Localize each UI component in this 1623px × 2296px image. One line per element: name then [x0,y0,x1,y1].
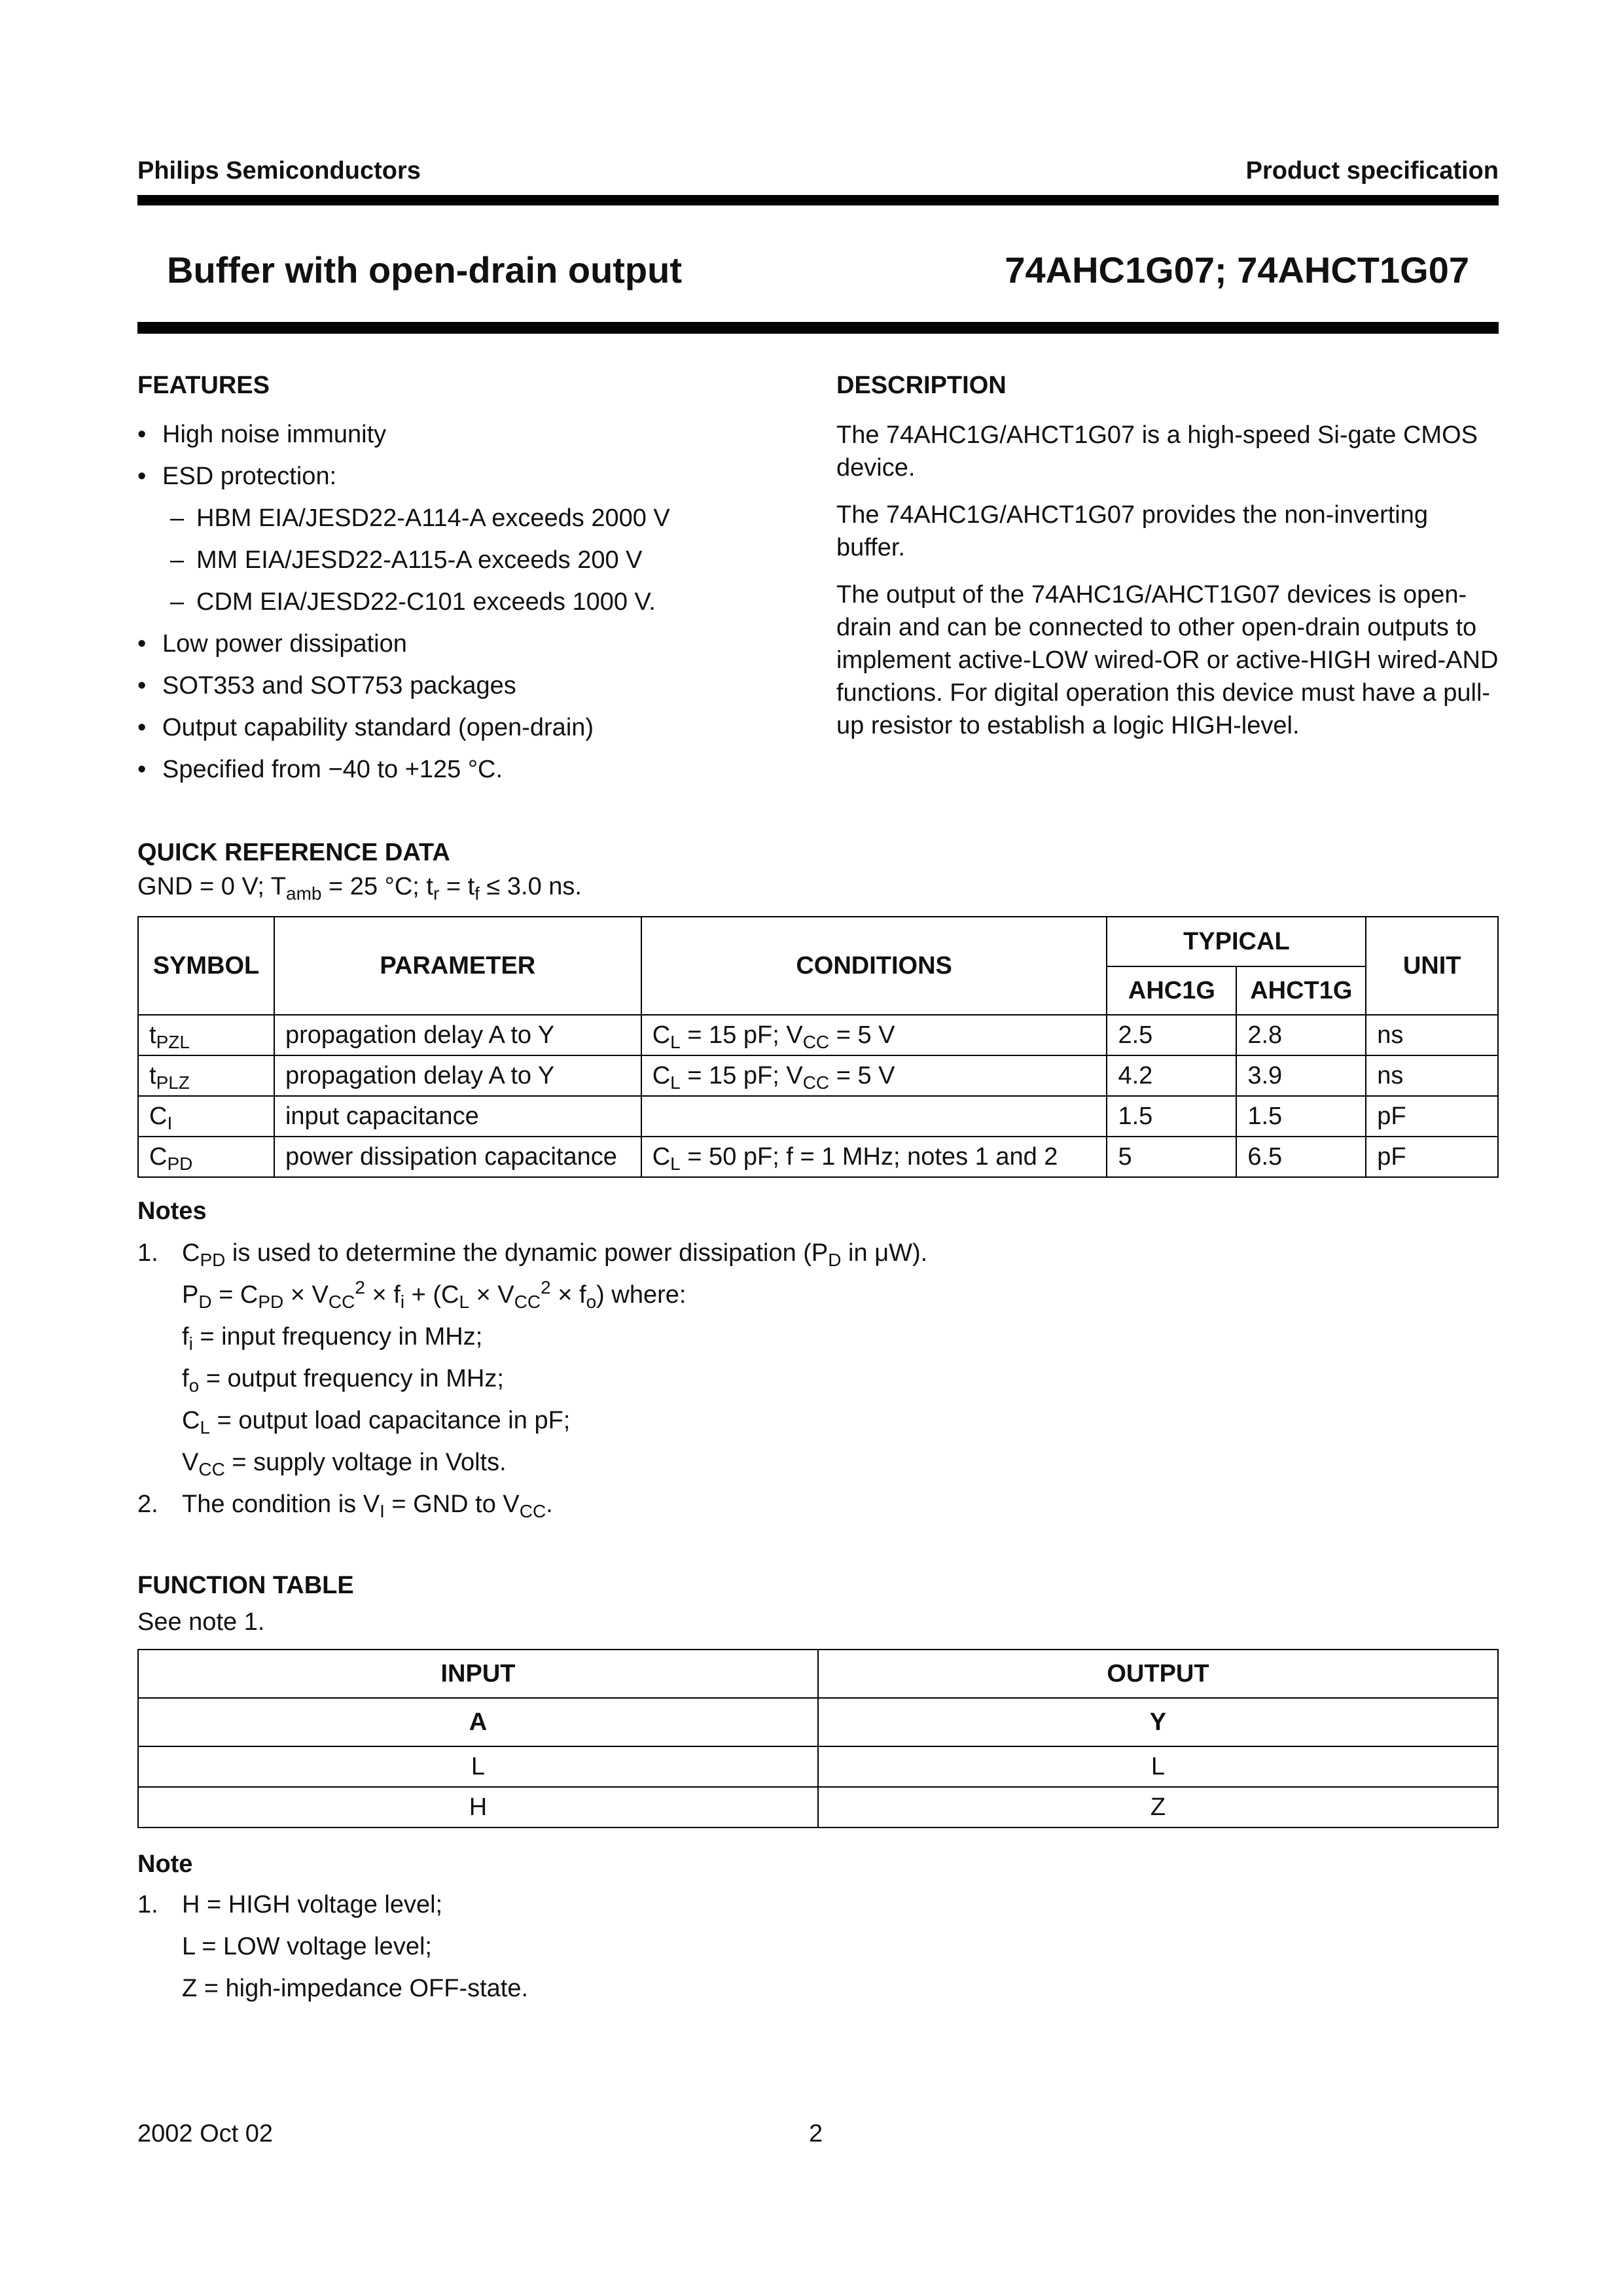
list-item: • Specified from −40 to +125 °C. [137,756,503,783]
list-item: • High noise immunity [137,421,387,448]
ft-note-line: L = LOW voltage level; [182,1933,432,1960]
header-rule [137,195,1499,205]
note-number: 1. [137,1239,158,1267]
note-1-text: $C_{PD}$ is used to determine the dynamic power dissipation ($P_D$ in μW). [182,1239,928,1270]
col-header-ahct1g: AHCT1G [1236,966,1366,1015]
col-header-ahc1g: AHC1G [1107,966,1236,1015]
table-row: H Z [138,1787,1498,1828]
col-header-unit: UNIT [1366,917,1498,1015]
note-1-formula: $P_D = C_{PD} \times V_{CC}^2 \times f_i + (C_L \times V_{CC}^2 \times f_o)$ where: [182,1277,687,1312]
function-table [137,1649,1499,1828]
col-header-y: Y [818,1698,1498,1746]
ft-note-line: H = HIGH voltage level; [182,1891,443,1918]
list-item: – CDM EIA/JESD22-C101 exceeds 1000 V. [170,588,656,616]
note-2-text: The condition is $V_I$ = GND to $V_{CC}$. [182,1491,553,1521]
col-header-input: INPUT [138,1650,818,1698]
quick-ref-conditions: GND = 0 V; $T_{amb} = 25$ °C; $t_r = t_f \le 3.0$ ns. [137,873,582,904]
list-item: – HBM EIA/JESD22-A114-A exceeds 2000 V [170,504,670,532]
note-1-fi: $f_i$ = input frequency in MHz; [182,1323,483,1354]
part-numbers: 74AHC1G07; 74AHCT1G07 [1005,249,1469,291]
title-rule [137,322,1499,334]
col-header-symbol: SYMBOL [138,917,274,1015]
note-number: 1. [137,1891,158,1918]
col-header-typical: TYPICAL [1107,917,1366,966]
description-paragraph: The output of the 74AHC1G/AHCT1G07 devices is open-drain and can be connected to other open-drain outputs to implement active-LOW wired-OR or active-HIGH wired-AND functions. For digital operation this device must have a pull-up resistor to establish a logic HIGH-level. [836,581,1499,739]
description-heading: DESCRIPTION [836,372,1007,399]
table-row: $C_I$ input capacitance 1.5 1.5 pF [138,1096,1498,1137]
ft-note-line: Z = high-impedance OFF-state. [182,1975,529,2002]
note-1-fo: $f_o$ = output frequency in MHz; [182,1365,504,1396]
footer-date: 2002 Oct 02 [137,2120,274,2147]
function-table-note-ref: See note 1. [137,1608,265,1636]
table-row: L L [138,1746,1498,1787]
features-heading: FEATURES [137,372,270,399]
notes-heading: Notes [137,1197,207,1225]
col-header-a: A [138,1698,818,1746]
ft-note-heading: Note [137,1850,193,1878]
description-body [836,419,1499,756]
company-name: Philips Semiconductors [137,157,421,185]
note-number: 2. [137,1491,158,1518]
col-header-conditions: CONDITIONS [641,917,1107,1015]
quick-ref-table [137,916,1499,1178]
function-table-heading: FUNCTION TABLE [137,1572,354,1599]
page-number: 2 [809,2120,823,2147]
page-title: Buffer with open-drain output [167,249,682,291]
description-paragraph: The 74AHC1G/AHCT1G07 is a high-speed Si-gate CMOS device. [836,421,1478,482]
note-1-vcc: $V_{CC}$ = supply voltage in Volts. [182,1449,507,1479]
list-item: – MM EIA/JESD22-A115-A exceeds 200 V [170,546,643,574]
features-list [137,414,792,790]
table-row: $t_{PZL}$ propagation delay A to Y $C_L = 15$ pF; $V_{CC} = 5$ V 2.5 2.8 ns [138,1015,1498,1055]
list-item: • Low power dissipation [137,630,407,658]
col-header-output: OUTPUT [818,1650,1498,1698]
quick-ref-heading: QUICK REFERENCE DATA [137,839,450,866]
list-item: • SOT353 and SOT753 packages [137,672,516,699]
list-item: • Output capability standard (open-drain) [137,714,594,741]
list-item: • ESD protection: [137,463,337,490]
table-row: $C_{PD}$ power dissipation capacitance $C_L = 50$ pF; f = 1 MHz; notes 1 and 2 5 6.5 pF [138,1137,1498,1177]
description-paragraph: The 74AHC1G/AHCT1G07 provides the non-inverting buffer. [836,501,1429,561]
table-row: $t_{PLZ}$ propagation delay A to Y $C_L = 15$ pF; $V_{CC} = 5$ V 4.2 3.9 ns [138,1055,1498,1096]
col-header-parameter: PARAMETER [274,917,641,1015]
note-1-cl: $C_L$ = output load capacitance in pF; [182,1407,571,1438]
document-type: Product specification [1245,157,1499,185]
